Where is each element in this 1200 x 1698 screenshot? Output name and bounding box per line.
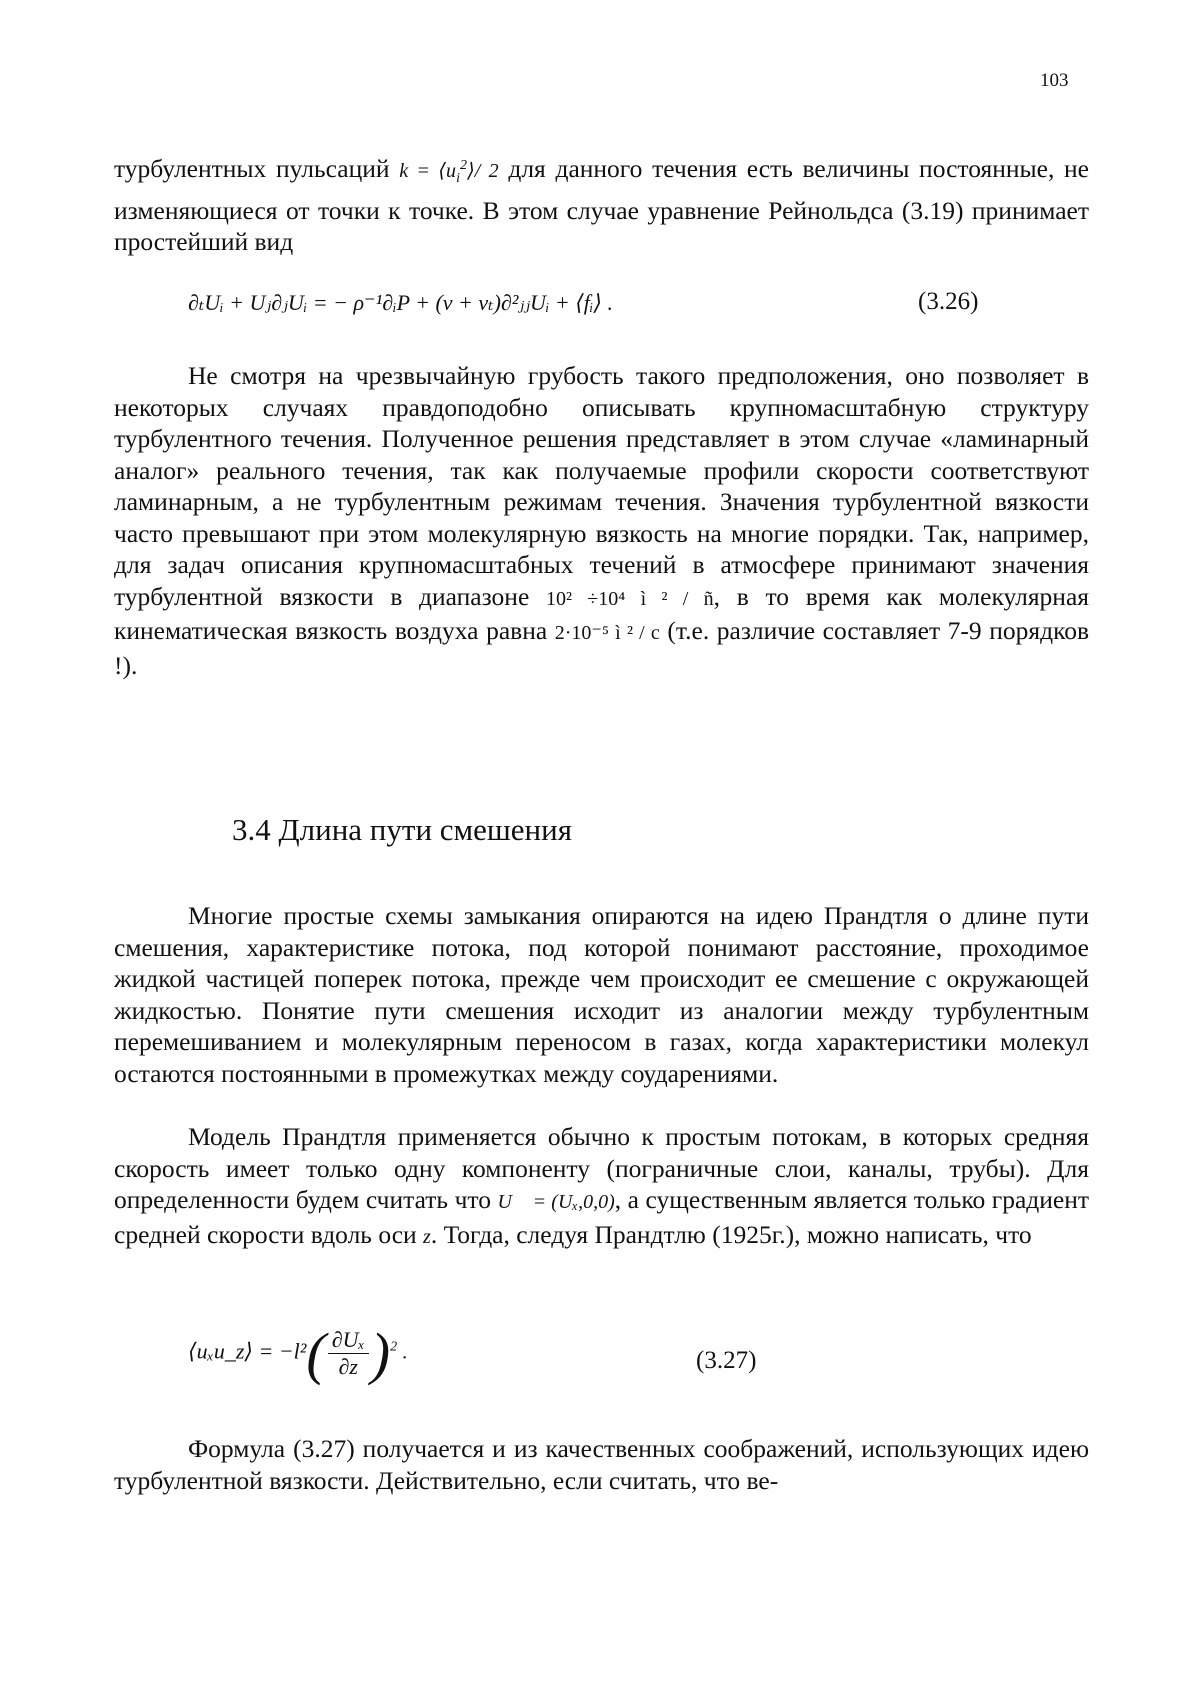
paragraph-formula-derivation: Формула (3.27) получается и из качественных соображений, использующих идею турбулентной вязкости. Действительно, если считать, что ве- <box>114 1434 1089 1495</box>
section-heading: 3.4 Длина пути смешения <box>232 812 572 847</box>
equation-3-26: ∂ₜUᵢ + Uⱼ∂ⱼUᵢ = − ρ⁻¹∂ᵢP + (ν + νₜ)∂²ⱼⱼUᵢ + ⟨fᵢ⟩ . <box>188 290 613 315</box>
equation-number-3-27: (3.27) <box>696 1347 757 1374</box>
paragraph-prandtl-model <box>114 1121 1089 1253</box>
paragraph-mixing-length: Многие простые схемы замыкания опираются на идею Прандтля о длине пути смешения, характеристике потока, под которой понимают расстояние, проходимое жидкой частицей поперек потока, прежде чем происходит ее смешение с окружающей жидкостью. Понятие пути смешения исходит из аналогии между турбулентным перемешиванием и молекулярным переносом в газах, когда характеристики молекул остаются постоянными в промежутках между соударениями. <box>114 901 1089 1088</box>
viscosity-text-a: Не смотря на чрезвычайную грубость такого предположения, оно позволяет в некоторых случаях правдоподобно описывать крупномасштабную структуру турбулентного течения. Полученное решения представляет в этом случае «ламинарный аналог» реального течения, так как получаемые профили скорости соответствуют ламинарным, а не турбулентным режимам течения. Значения турбулентной вязкости часто превышают при этом молекулярную вязкость на многие порядки. Так, например, для задач описания крупномасштабных течений в атмосфере принимают значения турбулентной вязкости в диапазоне <box>114 361 1089 611</box>
prandtl-text-c: . Тогда, следуя Прандтлю (1925г.), можно написать, что <box>430 1219 1032 1249</box>
velocity-vector-formula: U⃗ = (Uₓ,0,0) <box>497 1191 615 1213</box>
eq327-power: 2 <box>390 1339 398 1355</box>
viscosity-range-formula: 10² ÷10⁴ ì ² / ñ <box>545 587 714 610</box>
equation-3-27: ⟨uₓu_z⟩ = −l²( $\frac{\text{∂Uₓ}}{\partial z}$ )$^2$ . <box>188 1321 408 1386</box>
equation-number-3-26: (3.26) <box>918 288 979 315</box>
intro-text-start: турбулентных пульсаций <box>114 154 390 183</box>
paragraph-intro <box>114 150 1089 258</box>
z-axis-symbol: z <box>423 1225 431 1248</box>
paragraph-turbulent-viscosity <box>114 360 1089 681</box>
eq327-fraction: $\frac{\text{∂Uₓ}}{\partial z}$ <box>328 1327 369 1380</box>
eq327-lhs: ⟨uₓu_z⟩ = −l² <box>188 1338 307 1364</box>
intro-text-end: для данного течения есть величины постоянные, не изменяющиеся от точки к точке. В этом случае уравнение Рейнольдса (3.19) принимает простейший вид <box>114 154 1089 256</box>
viscosity-text-c: (т.е. различие составляет 7-9 порядков !). <box>114 616 1089 680</box>
air-viscosity-formula: 2·10⁻⁵ ì ² / c <box>554 622 660 644</box>
prandtl-text-b: , а существенным является только градиент средней скорости вдоль оси <box>114 1185 1089 1249</box>
viscosity-text-b: , в то время как молекулярная кинематическая вязкость воздуха равна <box>114 581 1089 645</box>
page-number: 103 <box>1040 70 1069 91</box>
tke-formula: $k = ⟨u_i^2⟩/$ 2 <box>399 158 499 186</box>
prandtl-text-a: Модель Прандтля применяется обычно к простым потокам, в которых средняя скорость имеет только одну компоненту (пограничные слои, каналы, трубы). Для определенности будем считать что <box>114 1122 1089 1214</box>
